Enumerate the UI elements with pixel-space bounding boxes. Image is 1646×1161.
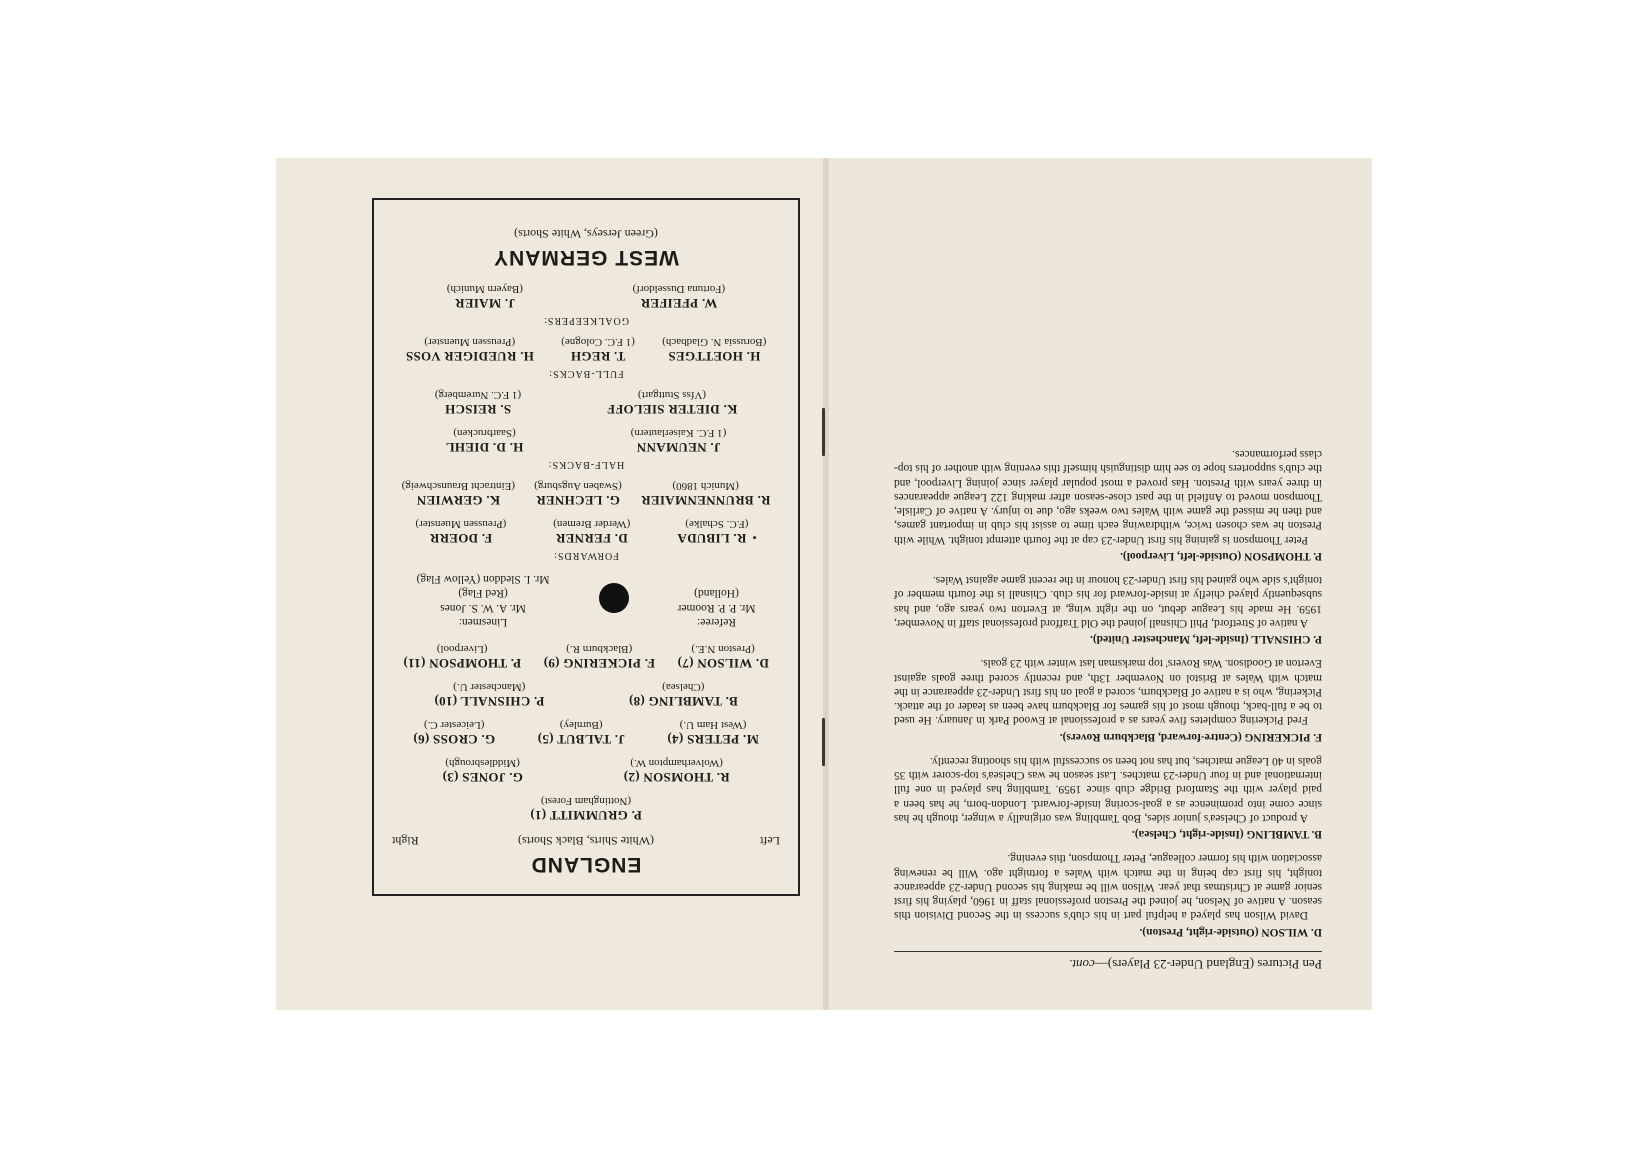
germany-forwards-row-2 bbox=[392, 481, 780, 509]
player-name: P. THOMPSON (11) bbox=[403, 656, 522, 671]
player-club: (Chelsea) bbox=[662, 681, 705, 693]
player bbox=[624, 757, 730, 785]
player bbox=[435, 390, 521, 418]
left-label: Left bbox=[760, 834, 780, 848]
entry-name: F. PICKERING (Centre-forward, Blackburn Rovers). bbox=[1059, 730, 1322, 743]
linesmen-block bbox=[417, 572, 550, 630]
player-club: (Blackburn R.) bbox=[566, 643, 633, 655]
player bbox=[446, 428, 524, 456]
player-name bbox=[677, 531, 756, 547]
pen-entry bbox=[894, 754, 1322, 842]
england-title: ENGLAND bbox=[530, 853, 642, 876]
player-club: (Swaben Augsburg) bbox=[534, 480, 622, 493]
player bbox=[667, 719, 759, 747]
heading-cont: cont. bbox=[1069, 957, 1095, 972]
player bbox=[413, 719, 495, 747]
player-name: F. PICKERING (9) bbox=[543, 656, 656, 671]
linesmen-label: Linesmen: bbox=[458, 616, 508, 628]
player-name: P. CHISNALL (10) bbox=[434, 694, 545, 709]
player-club: (Vfss Stuttgart) bbox=[637, 389, 707, 402]
west-germany-title: WEST GERMANY bbox=[493, 246, 679, 270]
player-name-text: R. LIBUDA bbox=[677, 531, 747, 547]
entry-body: A product of Chelsea's junior sides, Bob Tambling was originally a winger, though he has since come into prominence as a goal-scoring inside-forward. London-born, he has been a paid player with the Stamford Bridge club since 1959. Tambling has played in one full international and in four Under-23 matches. Last season he was Chelsea's top-scorer with 35 goals in 40 League matches, but has not been so successful with his shooting recently. bbox=[894, 755, 1322, 824]
halfbacks-label: HALF-BACKS: bbox=[547, 459, 625, 471]
player-club: (Preussen Muenster) bbox=[415, 518, 507, 531]
player-name: T. REGH bbox=[570, 349, 626, 365]
player-name: M. PETERS (4) bbox=[667, 732, 759, 747]
linesman-1: Mr. A. W. S. Jones bbox=[440, 601, 526, 614]
player-name: H. RUEDIGER VOSS bbox=[405, 349, 534, 365]
player bbox=[553, 519, 630, 547]
staple bbox=[822, 408, 825, 456]
player-club: (Leicester C.) bbox=[423, 719, 485, 731]
player-club: (1 F.C. Kaiserlautern) bbox=[630, 427, 727, 440]
entry-body: Fred Pickering completes five years as a professional at Ewood Park in January. He used to be a full-back, though most of his games for Blackburn have been as leader of the attack. Pickering, who is a native of Blackburn, scored a goal on his first Under-23 appearance in the match with Wales at Bristol on November 13th, and recently scored three goals against Everton at Goodison. Was Rovers' top marksman last winter with 23 goals. bbox=[894, 657, 1322, 727]
player-club: (Munich 1860) bbox=[672, 480, 739, 493]
player-name: G. LECHNER bbox=[536, 493, 620, 509]
referee-block bbox=[678, 586, 756, 629]
star-marker-icon: • bbox=[752, 531, 757, 544]
pen-pictures-heading bbox=[894, 951, 1322, 972]
heading-text: Pen Pictures (England Under-23 Players)— bbox=[1094, 957, 1322, 972]
player-club: (Wolverhampton W.) bbox=[630, 757, 723, 769]
germany-halfbacks-row-1 bbox=[392, 428, 780, 456]
player-name: J. NEUMANN bbox=[636, 440, 721, 456]
player bbox=[442, 757, 523, 785]
player-name: B. TAMBLING (8) bbox=[628, 694, 738, 709]
player-name: R. BRUNNENMAIER bbox=[640, 493, 771, 509]
player-club: (1 F.C. Cologne) bbox=[561, 336, 635, 349]
player-club: (Borussia N. Gladbach) bbox=[662, 336, 767, 349]
player-club: (1 F.C. Nuremberg) bbox=[434, 389, 522, 402]
staple bbox=[822, 718, 825, 766]
referee-country: (Holland) bbox=[694, 587, 739, 600]
player-name: J. MAIER bbox=[454, 296, 515, 312]
england-halves-row bbox=[392, 719, 780, 747]
forwards-label: FORWARDS: bbox=[553, 550, 619, 562]
entry-name: D. WILSON (Outside-right, Preston). bbox=[1139, 925, 1322, 938]
player-name: D. WILSON (7) bbox=[677, 656, 769, 671]
player-name: W. PFEIFER bbox=[640, 296, 718, 312]
player bbox=[631, 428, 727, 456]
player bbox=[534, 481, 621, 509]
linesman-1-flag: (Red Flag) bbox=[458, 587, 508, 600]
player bbox=[677, 643, 768, 671]
player-club: (Preussen Muenster) bbox=[424, 336, 516, 349]
germany-forwards-row-1 bbox=[392, 519, 780, 547]
player-club: (Manchester U.) bbox=[453, 681, 526, 693]
player-club: (Liverpool) bbox=[436, 643, 488, 655]
germany-halfbacks-row-2 bbox=[392, 390, 780, 418]
entry-body: A native of Stretford, Phil Chisnall joined the Old Trafford professional staff in November, 1959. He made his League debut, on the right wing, at Everton two years ago, and has subsequently played chiefly at inside-forward for his club. Chisnall is the fourth member of tonight's side who gained his first Under-23 honour in the recent game against Wales. bbox=[894, 574, 1322, 629]
pen-entry bbox=[894, 447, 1322, 563]
player-club: (Werder Bremen) bbox=[553, 518, 631, 531]
player bbox=[561, 337, 635, 365]
player-club: (Burnley) bbox=[559, 719, 603, 731]
right-page bbox=[826, 158, 1372, 1010]
player bbox=[434, 681, 544, 709]
pen-entry bbox=[894, 851, 1322, 939]
germany-fullbacks-row bbox=[392, 337, 780, 365]
pen-entry bbox=[894, 656, 1322, 744]
player bbox=[662, 337, 766, 365]
linesman-2: Mr. I. Sleddon (Yellow Flag) bbox=[416, 572, 550, 585]
player bbox=[641, 481, 770, 509]
player bbox=[629, 681, 738, 709]
entry-body: Peter Thompson is gaining his first Under-23 cap at the fourth attempt tonight. While with Preston he was chosen twice, withdrawing each time to assist his club in important games, and then he missed the game with Wales two weeks ago, due to injury. A native of Carlisle, Thompson moved to Anfield in the past close-season after making 122 League appearances in three years with Preston. Has proved a most popular player since joining Liverpool, and the club's supporters hope to see him distinguish himself this evening with another of his top-class performances. bbox=[894, 448, 1322, 546]
player-name: F. DOERR bbox=[429, 531, 493, 547]
pen-pictures-rotated bbox=[826, 158, 1372, 1010]
entry-name: P. THOMPSON (Outside-left, Liverpool). bbox=[1120, 550, 1322, 562]
player-name: D. FERNER bbox=[555, 531, 628, 547]
england-kit: (White Shirts, Black Shorts) bbox=[518, 834, 654, 848]
player bbox=[406, 337, 534, 365]
spine-gutter bbox=[823, 158, 829, 1010]
player-name: G. JONES (3) bbox=[442, 770, 523, 785]
west-germany-kit: (Green Jerseys, White Shorts) bbox=[514, 227, 658, 242]
player bbox=[607, 390, 737, 418]
entry-body: David Wilson has played a helpful part in his club's success in the Second Division this season. A native of Nelson, he joined the Preston professional staff in 1960, playing his first senior game at Christmas that year. Wilson will be making his second Under-23 appearance tonight, his first cap being in the match with Wales a fortnight ago. Will be renewing association with his former colleague, Peter Thompson, this evening. bbox=[894, 852, 1322, 922]
england-backs-row bbox=[392, 757, 780, 785]
right-label: Right bbox=[392, 834, 419, 848]
player bbox=[677, 519, 756, 547]
player bbox=[633, 284, 726, 312]
entry-name: P. CHISNALL (Inside-left, Manchester United). bbox=[1090, 633, 1322, 646]
team-sheet bbox=[372, 198, 800, 896]
player-name: H. HOETTGES bbox=[668, 349, 761, 365]
left-page bbox=[276, 158, 826, 1010]
player-club: (West Ham U.) bbox=[679, 719, 747, 731]
player bbox=[402, 481, 515, 509]
player-club: (Nottingham Forest) bbox=[540, 795, 632, 807]
england-inside-forwards-row bbox=[392, 681, 780, 709]
player-club: (Bayern Munich) bbox=[446, 283, 523, 296]
player-name: P. GRUMMITT (1) bbox=[530, 808, 642, 823]
player-name: S. REISCH bbox=[444, 402, 512, 418]
player-name: R. THOMSON (2) bbox=[623, 770, 730, 785]
player bbox=[537, 719, 624, 747]
officials bbox=[392, 572, 780, 630]
player-club: (Middlesbrough) bbox=[445, 757, 520, 769]
player-club: (F.C. Schalke) bbox=[685, 518, 749, 531]
player-club: (Preston N.E.) bbox=[691, 643, 755, 655]
player bbox=[530, 795, 642, 823]
player bbox=[403, 643, 521, 671]
england-goalkeeper-row bbox=[392, 795, 780, 823]
team-sheet-rotated bbox=[276, 158, 826, 1010]
punch-hole bbox=[599, 583, 629, 613]
entry-name: B. TAMBLING (Inside-right, Chelsea). bbox=[1131, 828, 1322, 841]
germany-goalkeepers-row bbox=[392, 284, 780, 312]
player-name: G. CROSS (6) bbox=[413, 732, 496, 747]
referee-name: Mr. P. P. Roomer bbox=[677, 601, 756, 614]
player-name: K. DIETER SIELOFF bbox=[606, 402, 738, 418]
player-club: (Eintracht Braunschweig) bbox=[401, 480, 515, 493]
goalkeepers-label: GOALKEEPERS: bbox=[543, 315, 629, 327]
player-club: (Saarbrucken) bbox=[453, 427, 516, 440]
player-name: J. TALBUT (5) bbox=[537, 732, 625, 747]
referee-label: Referee: bbox=[697, 616, 736, 628]
fullbacks-label: FULL-BACKS: bbox=[548, 368, 624, 380]
player bbox=[543, 643, 655, 671]
player bbox=[416, 519, 507, 547]
player-name: K. GERWIEN bbox=[416, 493, 501, 509]
england-forwards-row bbox=[392, 643, 780, 671]
player bbox=[447, 284, 523, 312]
player-club: (Fortuna Dusseldorf) bbox=[632, 283, 726, 296]
player-name: H. D. DIEHL bbox=[445, 440, 524, 456]
pen-pictures bbox=[894, 437, 1322, 972]
pen-entry bbox=[894, 573, 1322, 646]
